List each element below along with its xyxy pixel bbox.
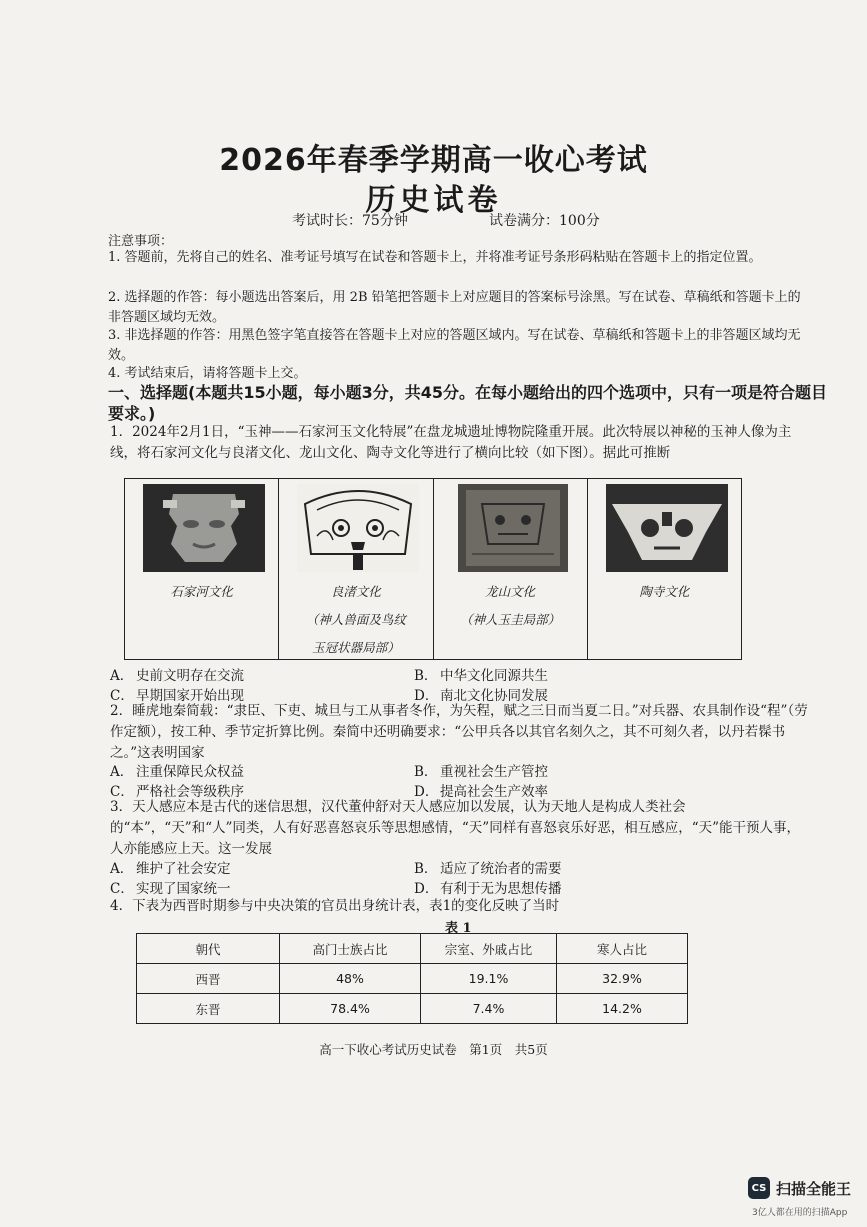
q2-option-b: B． 重视社会生产管控 [414,764,548,780]
watermark-name: 扫描全能王 [776,1179,852,1198]
figure-cell-shijiahe [125,479,279,659]
table-header: 朝代 [137,934,280,964]
q1-option-d: D． 南北文化协同发展 [414,688,548,704]
table-header-row [137,934,688,964]
q2-option-d: D． 提高社会生产效率 [414,784,548,800]
table-caption: 表 1 [445,921,472,936]
figure-cell-liangzhu [279,479,433,659]
question-3-stem: 3．天人感应本是古代的迷信思想，汉代董仲舒对天人感应加以发展，认为天地人是构成人类社会的“本”，“天”和“人”同类，人有好恶喜怒哀乐等思想感情，“天”同样有喜怒哀乐好恶，相互感应，“天”能干预人事，人亦能感应上天。这一发展 [110,799,801,857]
section-heading: 一、选择题(本题共15小题，每小题3分，共45分。在每小题给出的四个选项中，只有一项是符合题目要求。) [108,383,827,423]
q3-option-b: B． 适应了统治者的需要 [414,861,562,877]
q2-option-a: A． 注重保障民众权益 [110,764,244,780]
notice-item-1: 1. 答题前，先将自己的姓名、准考证号填写在试卷和答题卡上，并将准考证号条形码粘贴在答题卡上的指定位置。 [108,250,762,265]
exam-full-score: 试卷满分：100分 [489,213,600,229]
q1-option-b: B． 中华文化同源共生 [414,668,548,684]
table-cell: 14.2% [557,994,688,1024]
camscanner-logo-icon: CS [748,1177,770,1199]
q1-option-c: C． 早期国家开始出现 [110,688,244,704]
question-4-stem: 4．下表为西晋时期参与中央决策的官员出身统计表，表1的变化反映了当时 [110,898,560,914]
exam-duration: 考试时长：75分钟 [292,213,408,229]
notice-item-4: 4. 考试结束后，请将答题卡上交。 [108,366,307,381]
table-row [137,994,688,1024]
figure-caption-taosi: 陶寺文化 [639,584,690,599]
exam-title: 2026年春季学期高一收心考试 [219,143,648,178]
jade-crown-liangzhu-image [297,484,419,572]
table-cell: 78.4% [280,994,421,1024]
table-cell: 7.4% [421,994,557,1024]
q3-option-d: D． 有利于无为思想传播 [414,881,562,897]
q1-option-a: A． 史前文明存在交流 [110,668,244,684]
figure-caption-longshan: 龙山文化 [485,584,536,599]
table-row [137,964,688,994]
table-header: 宗室、外戚占比 [421,934,557,964]
notice-heading: 注意事项： [108,234,174,249]
table-cell: 西晋 [137,964,280,994]
exam-subject: 历史试卷 [365,183,502,218]
notice-item-2: 2. 选择题的作答：每小题选出答案后，用 2B 铅笔把答题卡上对应题目的答案标号涂黑。写在试卷、草稿纸和答题卡上的非答题区域均无效。 [108,290,801,325]
question-1-stem: 1．2024年2月1日，“玉神——石家河玉文化特展”在盘龙城遗址博物院隆重开展。此次特展以神秘的玉神人像为主线，将石家河文化与良渚文化、龙山文化、陶寺文化等进行了横向比较（如下图）。据此可推断 [110,424,792,461]
official-origin-table [136,933,688,1024]
question-1-figure [124,478,742,660]
question-2-stem: 2．睡虎地秦简载：“隶臣、下吏、城旦与工从事者冬作，为矢程，赋之三日而当夏二日。”对兵器、农具制作设“程”（劳作定额），按工种、季节定折算比例。秦简中还明确要求：“公甲兵各以其官名刻久之，其不可刻久者，以丹若髹书之。”这表明国家 [110,703,808,761]
q3-option-a: A． 维护了社会安定 [110,861,231,877]
table-cell: 48% [280,964,421,994]
scanner-watermark [748,1177,851,1199]
table-cell: 19.1% [421,964,557,994]
table-cell: 东晋 [137,994,280,1024]
table-cell: 32.9% [557,964,688,994]
figure-caption-liangzhu: 良渚文化 [330,584,381,599]
figure-note-liangzhu-2: 玉冠状器局部） [312,640,400,655]
figure-cell-longshan [434,479,588,659]
jade-gui-longshan-image [452,484,574,572]
table-header: 高门士族占比 [280,934,421,964]
jade-mask-taosi-image [606,484,728,572]
table-header: 寒人占比 [557,934,688,964]
jade-mask-shijiahe-image [143,484,265,572]
figure-cell-taosi [588,479,741,659]
page-footer: 高一下收心考试历史试卷 第1页 共5页 [319,1042,548,1057]
figure-caption-shijiahe: 石家河文化 [170,584,233,599]
figure-note-liangzhu-1: （神人兽面及鸟纹 [305,612,406,627]
figure-note-longshan: （神人玉圭局部） [460,612,561,627]
q2-option-c: C． 严格社会等级秩序 [110,784,244,800]
watermark-tagline: 3亿人都在用的扫描App [752,1208,848,1218]
q3-option-c: C． 实现了国家统一 [110,881,231,897]
notice-item-3: 3. 非选择题的作答：用黑色签字笔直接答在答题卡上对应的答题区域内。写在试卷、草稿纸和答题卡上的非答题区域均无效。 [108,328,801,363]
